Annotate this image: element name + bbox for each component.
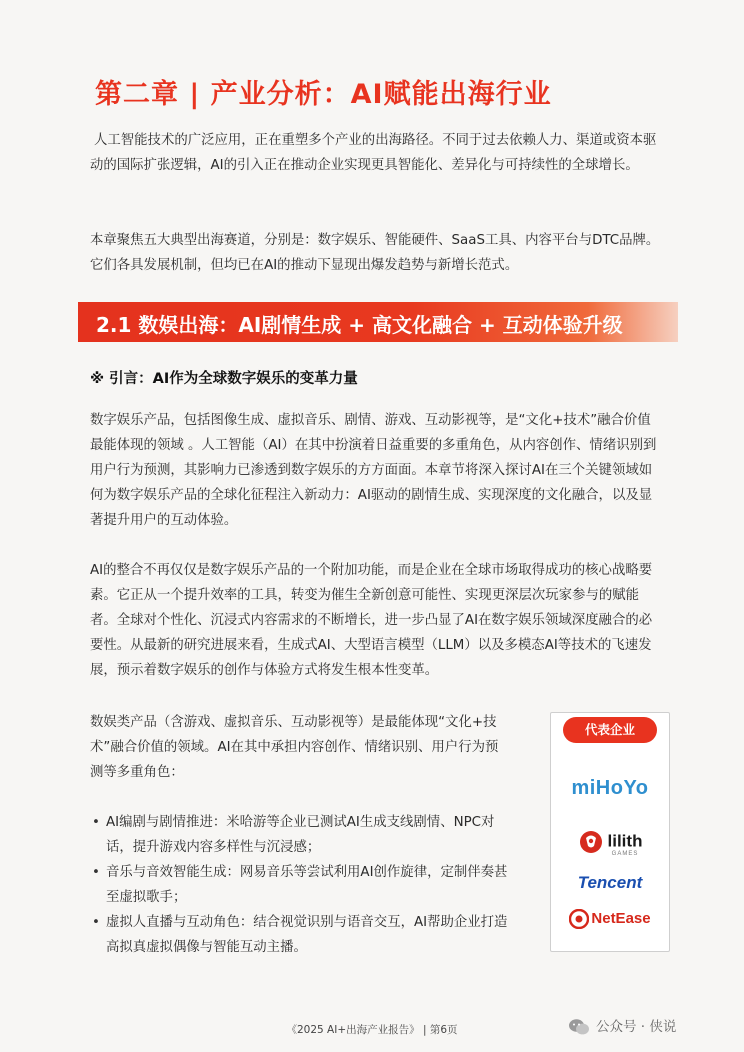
intro-heading: ※ 引言：AI作为全球数字娱乐的变革力量: [90, 371, 358, 387]
intro-paragraph-2: 本章聚焦五大典型出海赛道，分别是：数字娱乐、智能硬件、SaaS工具、内容平台与DTC品牌。它们各具发展机制，但均已在AI的推动下显现出爆发趋势与新增长范式。: [90, 233, 660, 273]
watermark-text: 公众号 · 侠说: [596, 1019, 677, 1035]
lilith-logo: [551, 829, 669, 857]
role-bullet-list: [90, 810, 510, 960]
section-paragraph-3: 数娱类产品（含游戏、虚拟音乐、互动影视等）是最能体现“文化+技术”融合价值的领域。AI在其中承担内容创作、情绪识别、用户行为预测等多重角色：: [90, 715, 499, 780]
lilith-logo-text: lilith: [607, 831, 643, 851]
mihoyo-logo: miHoYo: [571, 777, 649, 799]
bullet-item: • 音乐与音效智能生成：网易音乐等尝试利用AI创作旋律，定制伴奏甚至虚拟歌手；: [90, 860, 510, 910]
netease-logo: [551, 909, 669, 929]
section-title: 2.1 数娱出海：AI剧情生成 + 高文化融合 + 互动体验升级: [96, 313, 623, 337]
wechat-watermark: [568, 1015, 676, 1036]
tencent-logo: Tencent: [577, 873, 643, 892]
lilith-emblem-icon: [578, 829, 604, 855]
section-banner: [78, 302, 678, 342]
netease-emblem-icon: [569, 909, 589, 929]
lilith-games-text: GAMES: [611, 851, 639, 857]
netease-logo-text: NetEase: [591, 909, 651, 927]
section-paragraph-1: 数字娱乐产品，包括图像生成、虚拟音乐、剧情、游戏、互动影视等，是“文化+技术”融合价值最能体现的领域 。人工智能（AI）在其中扮演着日益重要的多重角色，从内容创作、情绪识别到用户行为预测，其影响力已渗透到数字娱乐的方方面面。本章节将深入探讨AI在三个关键领域如何为数字娱乐产品的全球化征程注入新动力：AI驱动的剧情生成、实现深度的文化融合，以及显著提升用户的互动体验。: [90, 413, 657, 528]
page-footer: 《2025 AI+出海产业报告》 | 第6页: [286, 1024, 458, 1036]
section-paragraph-2: AI的整合不再仅仅是数字娱乐产品的一个附加功能，而是企业在全球市场取得成功的核心战略要素。它正从一个提升效率的工具，转变为催生全新创意可能性、实现更深层次玩家参与的赋能者。全球对个性化、沉浸式内容需求的不断增长，进一步凸显了AI在数字娱乐领域深度融合的必要性。从最新的研究进展来看，生成式AI、大型语言模型（LLM）以及多模态AI等技术的飞速发展，预示着数字娱乐的创作与体验方式将发生根本性变革。: [90, 563, 653, 678]
chapter-title: 第二章 | 产业分析：AI赋能出海行业: [95, 79, 552, 110]
bullet-item: • AI编剧与剧情推进：米哈游等企业已测试AI生成支线剧情、NPC对话，提升游戏内容多样性与沉浸感；: [90, 810, 510, 860]
intro-paragraph-1: 人工智能技术的广泛应用，正在重塑多个产业的出海路径。不同于过去依赖人力、渠道或资本驱动的国际扩张逻辑，AI的引入正在推动企业实现更具智能化、差异化与可持续性的全球增长。: [90, 133, 657, 173]
companies-label: 代表企业: [563, 717, 657, 743]
wechat-icon: [568, 1018, 590, 1036]
bullet-item: • 虚拟人直播与互动角色：结合视觉识别与语音交互，AI帮助企业打造高拟真虚拟偶像与智能互动主播。: [90, 910, 510, 960]
representative-companies-box: [550, 712, 670, 952]
